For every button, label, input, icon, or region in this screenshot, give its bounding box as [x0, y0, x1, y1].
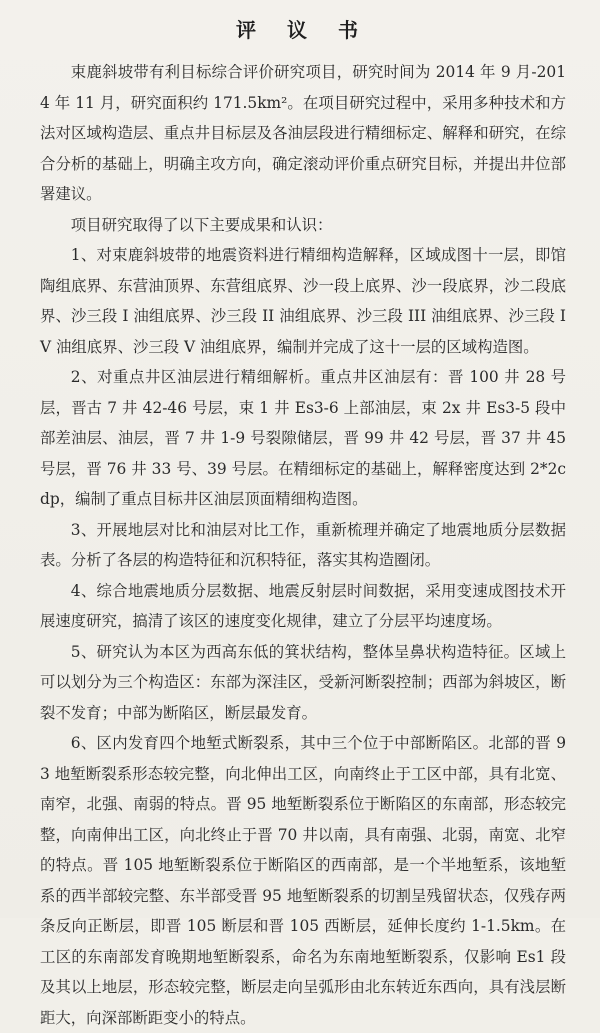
paragraph-item-1: 1、对束鹿斜坡带的地震资料进行精细构造解释，区域成图十一层，即馆陶组底界、东营油顶界、东营组底界、沙一段上底界、沙一段底界，沙二段底界、沙三段 I 油组底界、沙三段 II 油组底界、沙三段 III 油组底界、沙三段 IV 油组底界、沙三段 V 油组底界，编制并完成了这十一层的区域构造图。 [40, 246, 566, 356]
paragraph-results-heading: 项目研究取得了以下主要成果和认识： [70, 215, 333, 234]
paragraph-item-2: 2、对重点井区油层进行精细解析。重点井区油层有：晋 100 井 28 号层，晋古 7 井 42-46 号层，束 1 井 Es3-6 上部油层，束 2x 井 Es3-5 段中部差油层、油层，晋 7 井 1-9 号裂隙储层，晋 99 井 42 号层，晋 37 井 45 号层，晋 76 井 33 号、39 号层。在精细标定的基础上，解释密度达到 2*2cdp，编制了重点目标井区油层顶面精细构造图。 [40, 368, 566, 508]
paragraph-item-3: 3、开展地层对比和油层对比工作，重新梳理并确定了地震地质分层数据表。分析了各层的构造特征和沉积特征，落实其构造圈闭。 [40, 520, 566, 569]
document-body [40, 57, 566, 1033]
paragraph-intro: 束鹿斜坡带有利目标综合评价研究项目，研究时间为 2014 年 9 月-2014 年 11 月，研究面积约 171.5km²。在项目研究过程中，采用多种技术和方法对区域构造层、重点井目标层及各油层段进行精细标定、解释和研究，在综合分析的基础上，明确主攻方向，确定滚动评价重点研究目标，并提出井位部署建议。 [40, 63, 566, 203]
paragraph-item-6: 6、区内发育四个地堑式断裂系，其中三个位于中部断陷区。北部的晋 93 地堑断裂系形态较完整，向北伸出工区，向南终止于工区中部，具有北宽、南窄，北强、南弱的特点。晋 95 地堑断裂系位于断陷区的东南部，形态较完整，向南伸出工区，向北终止于晋 70 井以南，具有南强、北弱，南宽、北窄的特点。晋 105 地堑断裂系位于断陷区的西南部，是一个半地堑系，该地堑系的西半部较完整、东半部受晋 95 地堑断裂系的切割呈残留状态，仅残存两条反向正断层，即晋 105 断层和晋 105 西断层，延伸长度约 1-1.5km。在工区的东南部发育晚期地堑断裂系，命名为东南地堑断裂系，仅影响 Es1 段及其以上地层，形态较完整，断层走向呈弧形由北东转近东西向，具有浅层断距大，向深部断距变小的特点。 [40, 734, 566, 1027]
paragraph-item-4: 4、综合地震地质分层数据、地震反射层时间数据，采用变速成图技术开展速度研究，搞清了该区的速度变化规律，建立了分层平均速度场。 [40, 581, 566, 630]
paragraph-item-5: 5、研究认为本区为西高东低的箕状结构，整体呈鼻状构造特征。区域上可以划分为三个构造区：东部为深洼区，受新河断裂控制；西部为斜坡区，断裂不发育；中部为断陷区，断层最发育。 [40, 642, 566, 722]
document-title: 评 议 书 [236, 18, 370, 42]
